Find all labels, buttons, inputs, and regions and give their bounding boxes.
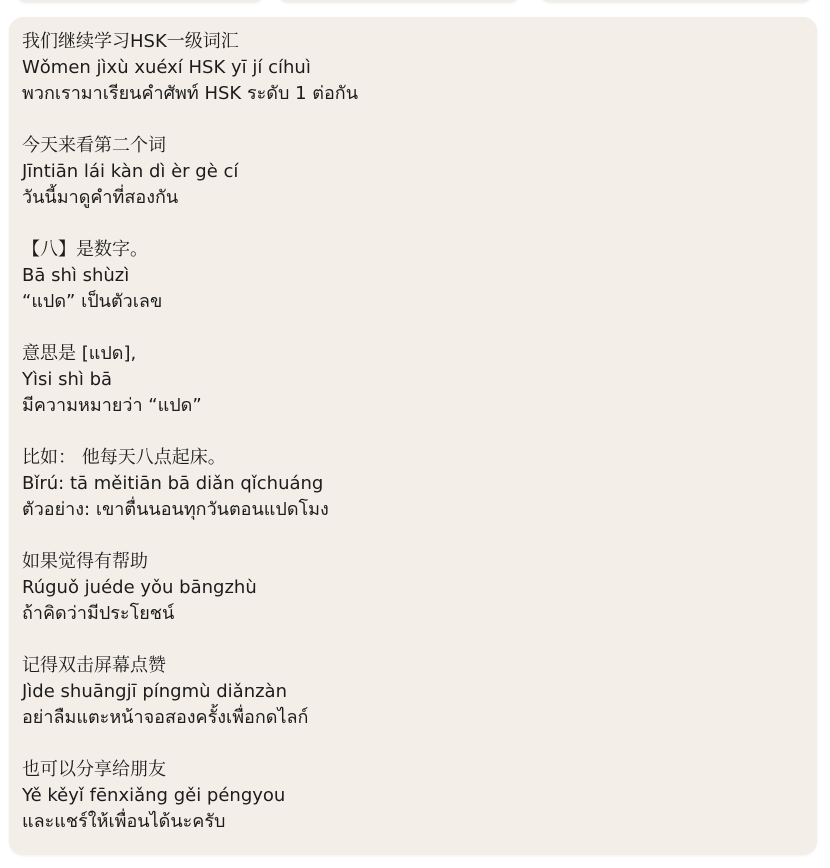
chinese-line: 我们继续学习HSK一级词汇 (22, 31, 239, 52)
chinese-line: 【八】是数字。 (22, 239, 148, 260)
block-if-helpful (22, 549, 802, 627)
pinyin-line: Bǐrú: tā měitiān bā diǎn qǐchuáng (22, 473, 324, 494)
block-ba-is-number (22, 237, 802, 315)
block-second-word (22, 133, 802, 211)
previous-card-right[interactable] (540, 0, 812, 2)
thai-line: วันนี้มาดูคำที่สองกัน (22, 187, 179, 208)
message-card[interactable] (9, 17, 817, 855)
block-example (22, 445, 802, 523)
thai-line: อย่าลืมแตะหน้าจอสองครั้งเพื่อกดไลก์ (22, 707, 309, 728)
message-content (22, 29, 802, 861)
pinyin-line: Jīntiān lái kàn dì èr gè cí (22, 161, 239, 182)
thai-line: ตัวอย่าง: เขาตื่นนอนทุกวันตอนแปดโมง (22, 499, 329, 520)
chinese-line: 比如： 他每天八点起床。 (22, 447, 226, 468)
block-continue-hsk (22, 29, 802, 107)
block-share-with-friends (22, 757, 802, 835)
block-meaning (22, 341, 802, 419)
chinese-line: 意思是 [แปด], (22, 343, 137, 364)
pinyin-line: Jìde shuāngjī píngmù diǎnzàn (22, 681, 287, 702)
previous-card-middle[interactable] (278, 0, 520, 2)
previous-card-left[interactable] (16, 0, 264, 2)
pinyin-line: Yě kěyǐ fēnxiǎng gěi péngyou (22, 785, 286, 806)
thai-line: และแชร์ให้เพื่อนได้นะครับ (22, 811, 226, 832)
thai-line: พวกเรามาเรียนคำศัพท์ HSK ระดับ 1 ต่อกัน (22, 83, 359, 104)
thai-line: “แปด” เป็นตัวเลข (22, 291, 163, 312)
pinyin-line: Rúguǒ juéde yǒu bāngzhù (22, 577, 257, 598)
pinyin-line: Bā shì shùzì (22, 265, 130, 286)
previous-cards-strip (0, 0, 830, 6)
pinyin-line: Yìsi shì bā (22, 369, 113, 390)
thai-line: ถ้าคิดว่ามีประโยชน์ (22, 603, 175, 624)
block-double-tap-like (22, 653, 802, 731)
thai-line: มีความหมายว่า “แปด” (22, 395, 202, 416)
chinese-line: 记得双击屏幕点赞 (22, 655, 166, 676)
pinyin-line: Wǒmen jìxù xuéxí HSK yī jí cíhuì (22, 57, 311, 78)
chinese-line: 也可以分享给朋友 (22, 759, 166, 780)
chinese-line: 今天来看第二个词 (22, 135, 166, 156)
chinese-line: 如果觉得有帮助 (22, 551, 148, 572)
